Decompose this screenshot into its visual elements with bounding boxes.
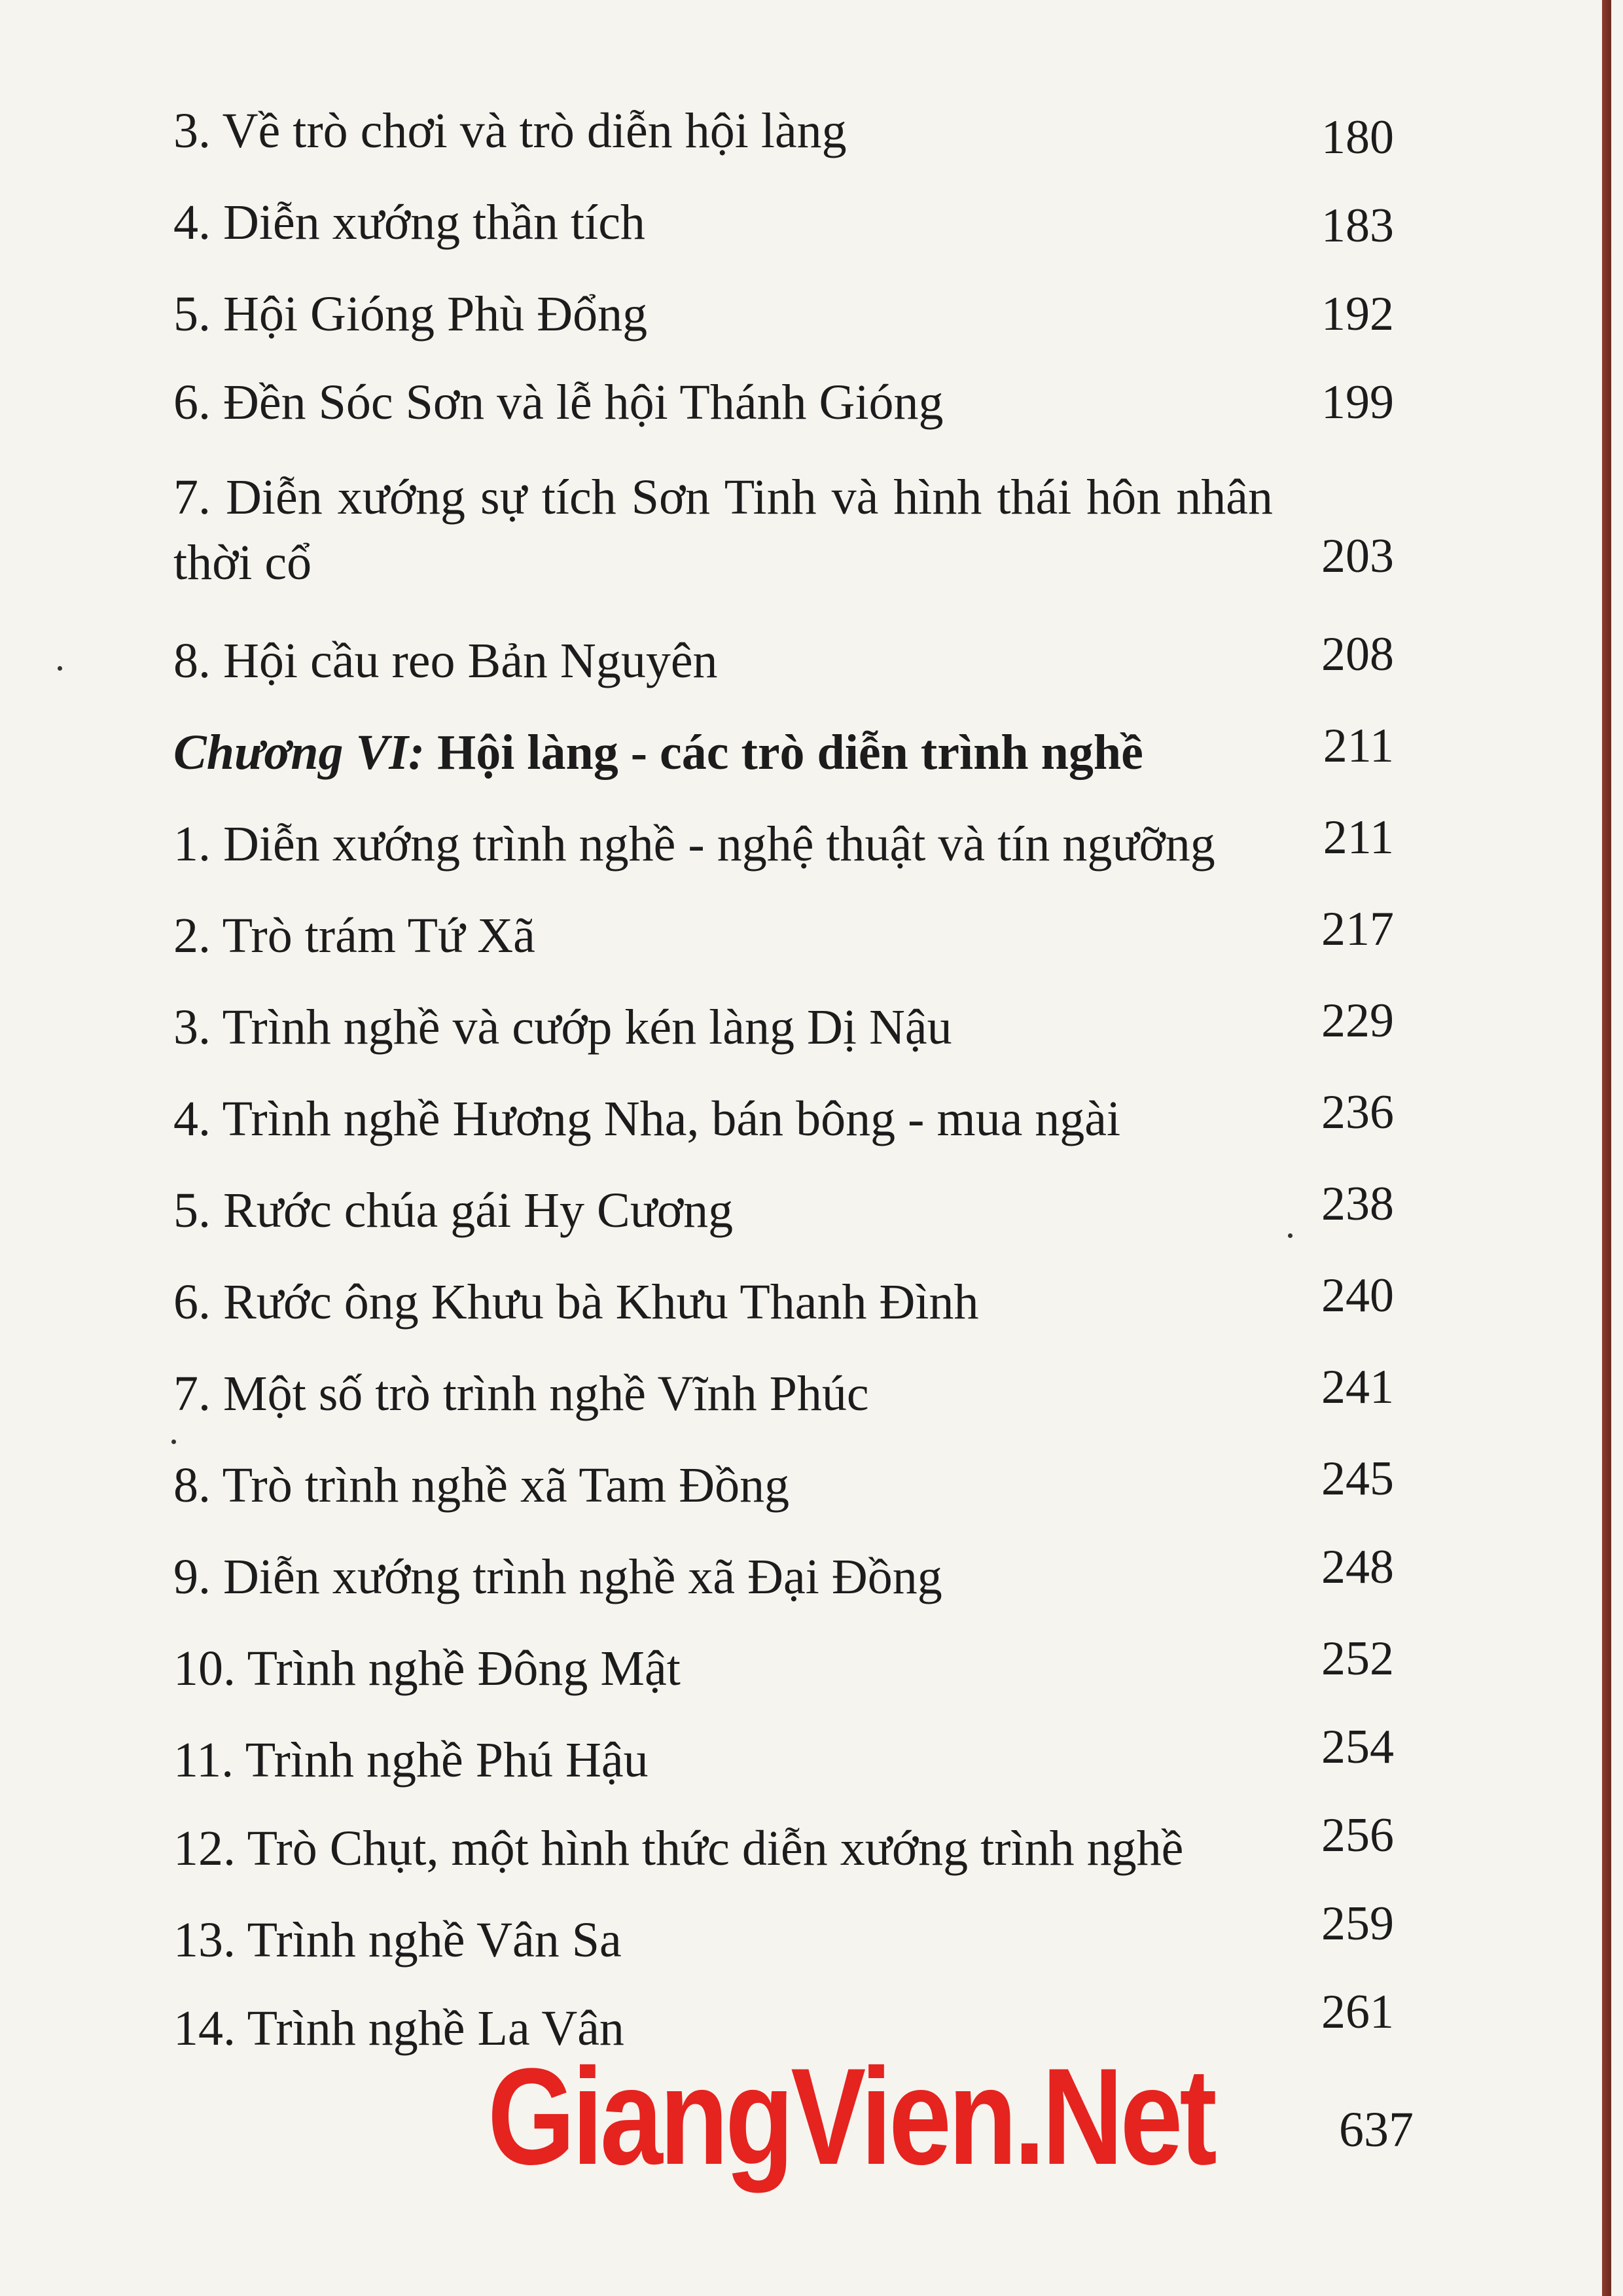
toc-page-number: 211 xyxy=(1323,719,1394,773)
chapter-label: Chương VI: xyxy=(173,725,425,780)
toc-entry: 7. Diễn xướng sự tích Sơn Tinh và hình thái hôn nhân thời cổ xyxy=(173,470,1273,590)
toc-entry: 3. Trình nghề và cướp kén làng Dị Nậu xyxy=(173,1000,952,1055)
toc-entry: 10. Trình nghề Đông Mật xyxy=(173,1641,681,1696)
toc-page-number: 261 xyxy=(1321,1985,1394,2039)
toc-page-number: 256 xyxy=(1321,1809,1394,1862)
toc-page-number: 203 xyxy=(1321,529,1394,583)
toc-entry: 3. Về trò chơi và trò diễn hội làng xyxy=(173,103,847,158)
toc-entry: 5. Rước chúa gái Hy Cương xyxy=(173,1183,734,1238)
toc-entry: 11. Trình nghề Phú Hậu xyxy=(173,1733,649,1788)
page-folio: 637 xyxy=(1339,2102,1414,2157)
toc-page-number: 240 xyxy=(1321,1269,1394,1322)
toc-page-number: 248 xyxy=(1321,1540,1394,1594)
toc-page-number: 236 xyxy=(1321,1086,1394,1139)
toc-page-number: 238 xyxy=(1321,1177,1394,1231)
toc-entry: 1. Diễn xướng trình nghề - nghệ thuật và tín ngưỡng xyxy=(173,817,1215,872)
toc-entry: 8. Trò trình nghề xã Tam Đồng xyxy=(173,1458,790,1513)
toc-page-number: 252 xyxy=(1321,1632,1394,1686)
toc-entry: 6. Rước ông Khưu bà Khưu Thanh Đình xyxy=(173,1275,979,1330)
toc-entry: 13. Trình nghề Vân Sa xyxy=(173,1913,622,1968)
speck-mark xyxy=(1288,1233,1293,1238)
toc-page-number: 241 xyxy=(1321,1360,1394,1414)
toc-entry: 9. Diễn xướng trình nghề xã Đại Đồng xyxy=(173,1549,942,1604)
toc-page-number: 183 xyxy=(1321,199,1394,253)
speck-mark xyxy=(58,666,62,671)
toc-entry: 5. Hội Gióng Phù Đổng xyxy=(173,287,648,342)
toc-page-number: 259 xyxy=(1321,1897,1394,1951)
chapter-title: Hội làng - các trò diễn trình nghề xyxy=(437,725,1143,780)
toc-entry: 8. Hội cầu reo Bản Nguyên xyxy=(173,633,718,688)
toc-page-number: 192 xyxy=(1321,287,1394,341)
toc-page-number: 208 xyxy=(1321,627,1394,681)
chapter-heading xyxy=(173,720,1273,785)
toc-entry: 6. Đền Sóc Sơn và lễ hội Thánh Gióng xyxy=(173,375,944,430)
toc-entry: 4. Trình nghề Hương Nha, bán bông - mua ngài xyxy=(173,1091,1121,1146)
watermark-logo: GiangVien.Net xyxy=(488,2040,1214,2193)
toc-page-number: 229 xyxy=(1321,994,1394,1048)
toc-entry: 12. Trò Chụt, một hình thức diễn xướng trình nghề xyxy=(173,1821,1184,1876)
toc-entry: 7. Một số trò trình nghề Vĩnh Phúc xyxy=(173,1366,869,1421)
toc-page-number: 180 xyxy=(1321,111,1394,164)
speck-mark xyxy=(171,1439,176,1444)
toc-page-number: 254 xyxy=(1321,1720,1394,1774)
toc-page-number: 211 xyxy=(1323,811,1394,864)
toc-page-number: 245 xyxy=(1321,1452,1394,1506)
toc-entry: 14. Trình nghề La Vân xyxy=(173,2001,624,2056)
toc-entry: 2. Trò trám Tứ Xã xyxy=(173,908,535,963)
toc-page-number: 217 xyxy=(1321,902,1394,956)
toc-entry: 4. Diễn xướng thần tích xyxy=(173,195,645,250)
toc-page-number: 199 xyxy=(1321,376,1394,429)
